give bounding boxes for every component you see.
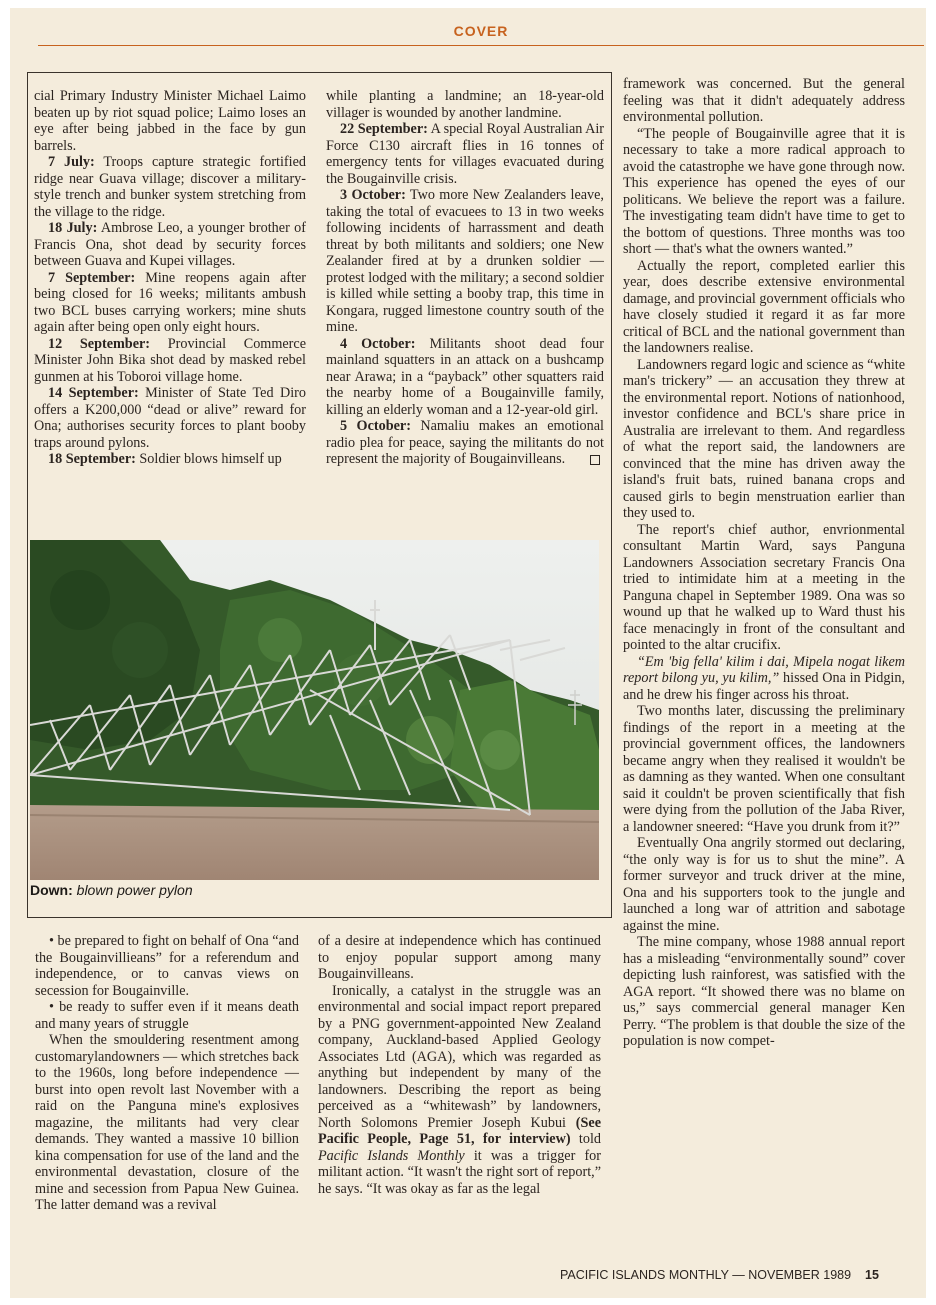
paragraph: The report's chief author, envrionmental consultant Martin Ward, says Panguna Landowners Association secretary Francis Ona tried to intimidate him at a meeting in the Panguna chapel in September 1989. Ona was so wound up that he walked up to Ward thust his face menacingly in front of the consultant and pointed to the altar crucifix.: [623, 521, 905, 653]
paragraph: When the smouldering resentment among customarylandowners — which stretches back to the 1960s, long before independence — burst into open revolt last November with a raid on the Panguna mine's explosives magazine, the militants had very clear demands. They wanted a massive 10 billion kina compensation for use of the land and the environmental devastation, closure of the mine and secession from Papua New Guinea. The latter demand was a revival: [35, 1032, 299, 1213]
timeline-entry: [34, 336, 306, 386]
timeline-entry: [34, 451, 306, 468]
entry-date: 14 September:: [48, 385, 139, 401]
chronology-column-2: [326, 88, 604, 468]
timeline-entry: [326, 121, 604, 187]
timeline-entry: [34, 220, 306, 270]
caption-label: Down:: [30, 882, 73, 898]
timeline-entry: [326, 418, 604, 468]
entry-date: 18 September:: [48, 451, 136, 467]
blown-power-pylon-image: [30, 540, 599, 880]
paragraph: Landowners regard logic and science as “white man's trickery” — an accusation they threw at the environmental report. Notions of nationhood, investor confidence and BCL's share price in Australia are irrelevant to them. And regardless of what the report said, the landowners are convinced that the mine has driven away the island's fruit bats, ruined banana crops and caused girls to begin menstruation earlier than they used to.: [623, 356, 905, 521]
paragraph: Eventually Ona angrily stormed out declaring, “the only way is for us to shut the mine”. A former surveyor and truck driver at the mine, Ona and his supporters took to the jungle and launched a long war of attrition and sabotage against the mine.: [623, 835, 905, 934]
photo-caption: [30, 882, 599, 898]
entry-date: 4 October:: [340, 335, 416, 352]
timeline-entry: [326, 336, 604, 419]
timeline-entry: [34, 270, 306, 336]
end-of-article-square-icon: [590, 455, 600, 465]
paragraph-text: Ironically, a catalyst in the struggle was an environmental and social impact report prepared by a PNG government-appointed New Zealand company, Auckland-based Applied Geology Associates Ltd (AGA), which was regarded as anything but independent by many of the landowners. Describing the report as being perceived as a “whitewash” by landowners, North Solomons Premier Joseph Kubui: [318, 982, 601, 1131]
entry-text: Militants shoot dead four mainland squatters in an attack on a bushcamp near Arawa; in a “payback” other squatters raid the nearby home of a Bougainville family, killing an elderly woman and a 12-year-old girl.: [326, 335, 604, 418]
paragraph-text: told: [570, 1131, 601, 1147]
cross-reference: (See Pacific People, Page 51, for interview): [318, 1114, 601, 1147]
entry-text: A special Royal Australian Air Force C130 aircraft flies in 16 tonnes of emergency tents for villages evacuated during the Bougainville crisis.: [326, 121, 605, 187]
publication-line: PACIFIC ISLANDS MONTHLY — NOVEMBER 1989: [560, 1268, 852, 1282]
entry-date: 18 July:: [48, 220, 98, 236]
chronology-column-1: [34, 88, 306, 468]
entry-text: Ambrose Leo, a younger brother of Francis Ona, shot dead by security forces between Guava and Kupei villages.: [34, 220, 306, 269]
paragraph: framework was concerned. But the general feeling was that it didn't adequately address environmental pollution.: [623, 76, 905, 125]
paragraph: The mine company, whose 1988 annual report has a misleading “environmentally sound” cover depicting lush rainforest, was satisfied with the AGA report. “It showed there was no blame on us,” says commercial general manager Ken Perry. “The problem is that double the size of the population is now compet-: [623, 934, 905, 1049]
caption-text: blown power pylon: [72, 882, 193, 898]
header-rule: [38, 45, 924, 46]
pylon-photo: [30, 540, 599, 880]
section-label: COVER: [453, 23, 509, 39]
paragraph: while planting a landmine; an 18-year-old villager is wounded by another landmine.: [326, 88, 604, 121]
entry-date: 22 September:: [340, 121, 428, 137]
article-column-2: [318, 933, 601, 1197]
page-footer: [560, 1268, 879, 1282]
entry-date: 7 September:: [48, 269, 136, 286]
article-column-3: [623, 76, 905, 1050]
paragraph: Two months later, discussing the preliminary findings of the report in a meeting at the provincial government offices, the landowners became angry when they realised it wouldn't be as damning as they wanted. When one consultant said it couldn't be proven scientifically that fish were dying from the pollution of the Jaba River, a landowner sneered: “Have you drunk from it?”: [623, 703, 905, 835]
bullet-item: • be ready to suffer even if it means death and many years of struggle: [35, 999, 299, 1032]
entry-text: Troops capture strategic fortified ridge near Guava village; discover a military-style trench and bunker system stretching from the village to the ridge.: [34, 154, 306, 220]
publication-name: Pacific Islands Monthly: [318, 1147, 465, 1164]
entry-text: Two more New Zealanders leave, taking the total of evacuees to 13 in two weeks following incidents of harrassment and death threat by both militants and soldiers; one New Zealander fired at by a drunken soldier — protest lodged with the military; a second soldier is killed while setting a booby trap, this time in Kongara, rugged limestone country south of the mine.: [326, 187, 604, 335]
paragraph-text: hissed Ona in Pidgin, and he drew his finger across his throat.: [623, 670, 905, 703]
paragraph: [623, 654, 905, 704]
entry-date: 12 September:: [48, 335, 151, 352]
page-number: 15: [865, 1268, 879, 1282]
entry-date: 7 July:: [48, 154, 95, 170]
article-column-1: [35, 933, 299, 1214]
paragraph-text: it was a trigger for militant action. “It wasn't the right sort of report,” he says. “It was okay as far as the legal: [318, 1147, 601, 1197]
entry-text: Soldier blows himself up: [135, 451, 282, 467]
timeline-entry: [34, 154, 306, 220]
paragraph: Actually the report, completed earlier this year, does describe extensive environmental damage, and provincial government officials who have closely studied it regard it as far more critical of BCL and the national government than the landowners realise.: [623, 257, 905, 356]
timeline-entry: [326, 187, 604, 336]
timeline-entry: [34, 385, 306, 451]
entry-text: Provincial Commerce Minister John Bika shot dead by masked rebel gunmen at his Toboroi village home.: [34, 335, 306, 385]
paragraph: cial Primary Industry Minister Michael Laimo beaten up by riot squad police; Laimo loses an eye after being jabbed in the face by gun barrels.: [34, 88, 306, 154]
entry-text: Namaliu makes an emotional radio plea for peace, saying the militants do not represent the majority of Bougainvilleans.: [326, 418, 604, 467]
paragraph: [318, 983, 601, 1198]
entry-text: Minister of State Ted Diro offers a K200,000 “dead or alive” reward for Ona; authorises security forces to plant booby traps around pylons.: [34, 385, 306, 451]
paragraph: of a desire at independence which has continued to enjoy popular support among many Bougainvilleans.: [318, 933, 601, 982]
entry-text: Mine reopens again after being closed for 16 weeks; militants ambush two BCL buses carrying workers; mine shuts again after being open only eight hours.: [34, 269, 306, 335]
pidgin-quote: “Em 'big fella' kilim i dai, Mipela nogat likem report bilong yu, yu kilim,”: [623, 653, 905, 686]
entry-date: 3 October:: [340, 187, 406, 203]
bullet-item: • be prepared to fight on behalf of Ona “and the Bougainvillieans” for a referendum and independence, or to canvas views on secession for Bougainville.: [35, 933, 299, 999]
entry-date: 5 October:: [340, 418, 411, 434]
paragraph: “The people of Bougainville agree that it is necessary to take a more radical approach to avoid the catastrophe we have gone through now. This experience has opened the eyes of our politicans. We believe the report was a failure. The investigating team didn't have time to get to the bottom of questions. Three months was too short — that's what the owners wanted.”: [623, 125, 905, 257]
